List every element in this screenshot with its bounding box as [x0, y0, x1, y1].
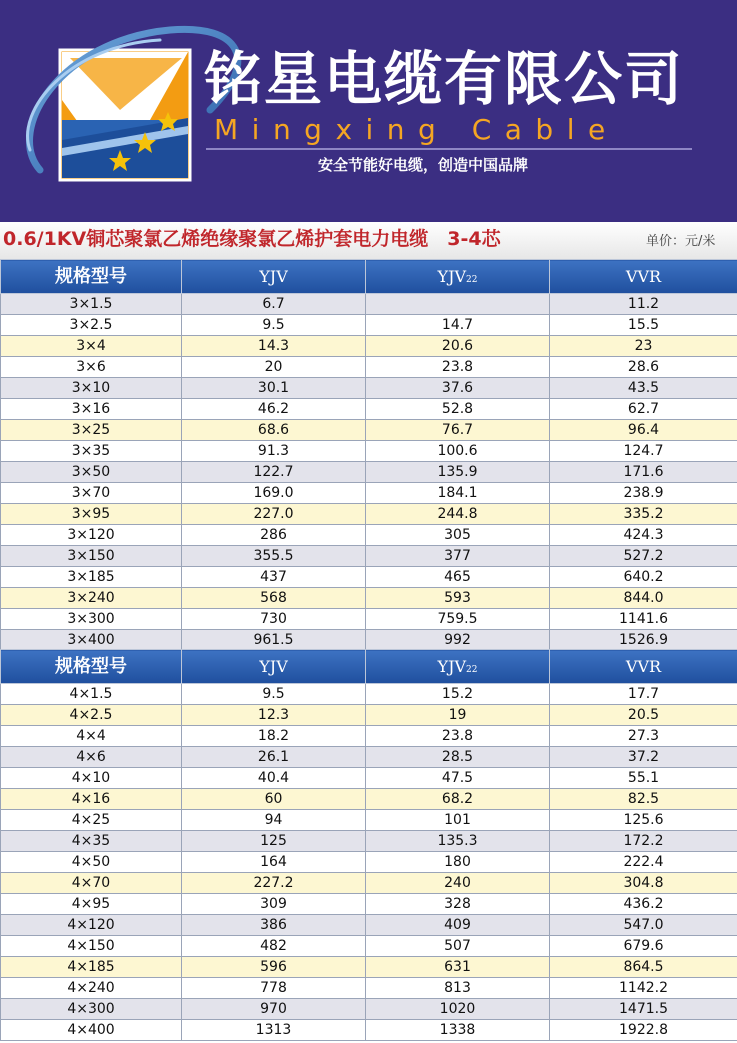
cell-yjv: 437	[182, 567, 366, 588]
header-vvr: VVR	[550, 260, 737, 294]
cell-yjv22: 23.8	[366, 726, 550, 747]
table-row	[1, 852, 737, 873]
cell-spec: 3×6	[1, 357, 182, 378]
cell-yjv22: 465	[366, 567, 550, 588]
header-yjv22-main: YJV	[437, 656, 467, 676]
cell-yjv22: 1338	[366, 1020, 550, 1041]
cell-yjv22: 135.3	[366, 831, 550, 852]
cell-yjv22: 47.5	[366, 768, 550, 789]
cell-spec: 3×120	[1, 525, 182, 546]
cell-vvr: 55.1	[550, 768, 737, 789]
header-yjv: YJV	[182, 650, 366, 684]
cell-spec: 3×150	[1, 546, 182, 567]
table-row	[1, 420, 737, 441]
cell-vvr: 171.6	[550, 462, 737, 483]
cell-vvr: 82.5	[550, 789, 737, 810]
table-row	[1, 789, 737, 810]
table-row	[1, 684, 737, 705]
table-row	[1, 483, 737, 504]
cell-yjv22: 377	[366, 546, 550, 567]
cell-vvr: 62.7	[550, 399, 737, 420]
table-row	[1, 546, 737, 567]
header-yjv22	[366, 260, 550, 294]
table-row	[1, 1020, 737, 1041]
cell-yjv: 20	[182, 357, 366, 378]
cell-vvr: 1471.5	[550, 999, 737, 1020]
cell-yjv22: 23.8	[366, 357, 550, 378]
cell-yjv: 30.1	[182, 378, 366, 399]
brand-slogan: 安全节能好电缆，创造中国品牌	[318, 156, 529, 174]
cell-spec: 4×70	[1, 873, 182, 894]
cell-spec: 3×4	[1, 336, 182, 357]
cell-spec: 3×95	[1, 504, 182, 525]
cell-vvr: 1922.8	[550, 1020, 737, 1041]
cell-spec: 4×16	[1, 789, 182, 810]
cell-yjv: 9.5	[182, 315, 366, 336]
table-row	[1, 462, 737, 483]
cell-yjv22: 15.2	[366, 684, 550, 705]
cell-vvr: 424.3	[550, 525, 737, 546]
table-row	[1, 726, 737, 747]
cell-yjv: 778	[182, 978, 366, 999]
title-strip	[0, 222, 737, 260]
table-row	[1, 441, 737, 462]
cell-vvr: 1141.6	[550, 609, 737, 630]
cell-vvr: 124.7	[550, 441, 737, 462]
cell-vvr: 28.6	[550, 357, 737, 378]
cell-yjv22: 68.2	[366, 789, 550, 810]
cell-spec: 4×185	[1, 957, 182, 978]
cell-yjv: 970	[182, 999, 366, 1020]
cell-yjv: 68.6	[182, 420, 366, 441]
cell-yjv22: 28.5	[366, 747, 550, 768]
cell-yjv22: 14.7	[366, 315, 550, 336]
header-yjv22-sub: 22	[466, 664, 478, 675]
table-row	[1, 978, 737, 999]
cell-vvr: 304.8	[550, 873, 737, 894]
table-row	[1, 630, 737, 651]
cell-spec: 3×35	[1, 441, 182, 462]
header-yjv22-main: YJV	[437, 266, 467, 286]
cell-yjv: 91.3	[182, 441, 366, 462]
cell-yjv: 1313	[182, 1020, 366, 1041]
cell-spec: 4×10	[1, 768, 182, 789]
cell-yjv: 94	[182, 810, 366, 831]
cell-spec: 4×35	[1, 831, 182, 852]
cell-vvr: 844.0	[550, 588, 737, 609]
table-row	[1, 378, 737, 399]
cell-yjv: 125	[182, 831, 366, 852]
cell-yjv22: 20.6	[366, 336, 550, 357]
cell-yjv: 309	[182, 894, 366, 915]
cell-yjv22: 328	[366, 894, 550, 915]
table-row	[1, 315, 737, 336]
cell-yjv: 227.2	[182, 873, 366, 894]
cell-yjv: 14.3	[182, 336, 366, 357]
table-row	[1, 768, 737, 789]
cell-yjv: 12.3	[182, 705, 366, 726]
cell-yjv: 164	[182, 852, 366, 873]
cell-spec: 3×16	[1, 399, 182, 420]
table-row	[1, 504, 737, 525]
cell-yjv: 482	[182, 936, 366, 957]
cell-vvr: 527.2	[550, 546, 737, 567]
cell-yjv22: 409	[366, 915, 550, 936]
table-row	[1, 936, 737, 957]
cell-yjv: 60	[182, 789, 366, 810]
cell-spec: 3×10	[1, 378, 182, 399]
cell-spec: 4×150	[1, 936, 182, 957]
cell-yjv22	[366, 294, 550, 315]
cell-vvr: 335.2	[550, 504, 737, 525]
cell-spec: 3×2.5	[1, 315, 182, 336]
cell-spec: 3×1.5	[1, 294, 182, 315]
cell-yjv22: 759.5	[366, 609, 550, 630]
cell-spec: 3×70	[1, 483, 182, 504]
cell-yjv22: 813	[366, 978, 550, 999]
cell-spec: 3×240	[1, 588, 182, 609]
cell-spec: 4×1.5	[1, 684, 182, 705]
cell-vvr: 43.5	[550, 378, 737, 399]
cell-yjv22: 180	[366, 852, 550, 873]
cell-spec: 3×400	[1, 630, 182, 651]
cell-spec: 3×50	[1, 462, 182, 483]
table-row	[1, 705, 737, 726]
cell-spec: 4×50	[1, 852, 182, 873]
table-row	[1, 894, 737, 915]
header-yjv: YJV	[182, 260, 366, 294]
page-title: 0.6/1KV铜芯聚氯乙烯绝缘聚氯乙烯护套电力电缆 3-4芯	[3, 228, 501, 250]
cell-yjv: 568	[182, 588, 366, 609]
cell-vvr: 222.4	[550, 852, 737, 873]
cell-vvr: 20.5	[550, 705, 737, 726]
cell-yjv: 286	[182, 525, 366, 546]
table-row	[1, 747, 737, 768]
cell-yjv22: 100.6	[366, 441, 550, 462]
cell-vvr: 37.2	[550, 747, 737, 768]
table-row	[1, 873, 737, 894]
cell-yjv: 596	[182, 957, 366, 978]
cell-yjv: 40.4	[182, 768, 366, 789]
cell-spec: 4×95	[1, 894, 182, 915]
cell-spec: 4×240	[1, 978, 182, 999]
table-row	[1, 357, 737, 378]
cell-yjv22: 135.9	[366, 462, 550, 483]
header-spec: 规格型号	[1, 650, 182, 684]
cell-spec: 3×300	[1, 609, 182, 630]
cell-vvr: 125.6	[550, 810, 737, 831]
cell-spec: 3×185	[1, 567, 182, 588]
cell-vvr: 1142.2	[550, 978, 737, 999]
cell-vvr: 1526.9	[550, 630, 737, 651]
price-table-4-core	[0, 649, 737, 1041]
table-row	[1, 999, 737, 1020]
cell-vvr: 640.2	[550, 567, 737, 588]
cell-yjv22: 244.8	[366, 504, 550, 525]
cell-spec: 4×300	[1, 999, 182, 1020]
cell-yjv22: 507	[366, 936, 550, 957]
cell-yjv22: 1020	[366, 999, 550, 1020]
table-row	[1, 525, 737, 546]
table-row	[1, 831, 737, 852]
cell-yjv: 26.1	[182, 747, 366, 768]
cell-spec: 4×25	[1, 810, 182, 831]
cell-yjv22: 593	[366, 588, 550, 609]
cell-vvr: 864.5	[550, 957, 737, 978]
header-yjv22-sub: 22	[466, 274, 478, 285]
table-row	[1, 399, 737, 420]
cell-spec: 4×4	[1, 726, 182, 747]
cell-yjv22: 52.8	[366, 399, 550, 420]
cell-yjv: 9.5	[182, 684, 366, 705]
cell-yjv: 18.2	[182, 726, 366, 747]
cell-yjv22: 305	[366, 525, 550, 546]
cell-yjv: 46.2	[182, 399, 366, 420]
table-row	[1, 294, 737, 315]
table-header-row	[1, 260, 737, 294]
cell-yjv: 386	[182, 915, 366, 936]
table-row	[1, 588, 737, 609]
table-row	[1, 567, 737, 588]
cell-yjv22: 240	[366, 873, 550, 894]
table-row	[1, 957, 737, 978]
cell-yjv: 122.7	[182, 462, 366, 483]
cell-vvr: 11.2	[550, 294, 737, 315]
cell-vvr: 547.0	[550, 915, 737, 936]
table-row	[1, 336, 737, 357]
unit-label: 单价：元/米	[646, 234, 716, 249]
cell-yjv: 730	[182, 609, 366, 630]
brand-name-english: Mingxing Cable	[214, 113, 619, 146]
cell-yjv22: 76.7	[366, 420, 550, 441]
cell-yjv22: 37.6	[366, 378, 550, 399]
cell-yjv: 227.0	[182, 504, 366, 525]
cell-yjv: 355.5	[182, 546, 366, 567]
cell-spec: 4×400	[1, 1020, 182, 1041]
cell-spec: 4×6	[1, 747, 182, 768]
cell-vvr: 15.5	[550, 315, 737, 336]
cell-spec: 4×2.5	[1, 705, 182, 726]
table-row	[1, 915, 737, 936]
cell-yjv22: 19	[366, 705, 550, 726]
cell-spec: 4×120	[1, 915, 182, 936]
cell-vvr: 238.9	[550, 483, 737, 504]
price-table-3-core	[0, 259, 737, 651]
cell-yjv: 169.0	[182, 483, 366, 504]
header-spec: 规格型号	[1, 260, 182, 294]
cell-vvr: 23	[550, 336, 737, 357]
table-header-row	[1, 650, 737, 684]
cell-vvr: 172.2	[550, 831, 737, 852]
cell-spec: 3×25	[1, 420, 182, 441]
cell-vvr: 679.6	[550, 936, 737, 957]
cell-yjv22: 992	[366, 630, 550, 651]
header-vvr: VVR	[550, 650, 737, 684]
cell-vvr: 17.7	[550, 684, 737, 705]
header-yjv22	[366, 650, 550, 684]
header-banner	[0, 0, 737, 222]
cell-yjv22: 101	[366, 810, 550, 831]
cell-yjv22: 184.1	[366, 483, 550, 504]
table-row	[1, 609, 737, 630]
cell-vvr: 436.2	[550, 894, 737, 915]
table-row	[1, 810, 737, 831]
brand-name-chinese: 铭星电缆有限公司	[204, 45, 685, 113]
cell-vvr: 96.4	[550, 420, 737, 441]
cell-yjv22: 631	[366, 957, 550, 978]
cell-vvr: 27.3	[550, 726, 737, 747]
cell-yjv: 961.5	[182, 630, 366, 651]
cell-yjv: 6.7	[182, 294, 366, 315]
